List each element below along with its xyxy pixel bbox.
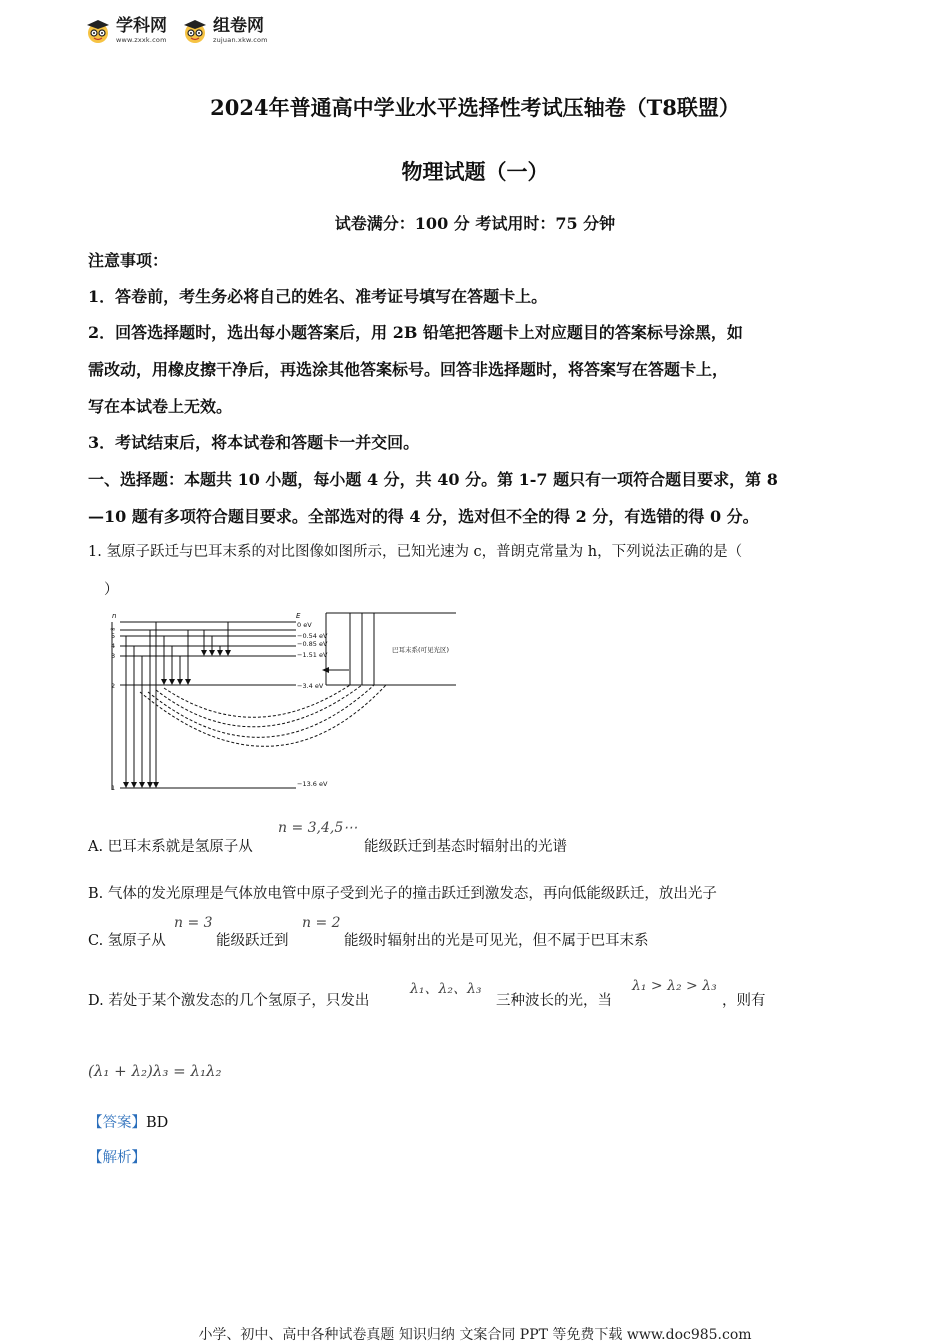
option-d-formula3: (λ₁ + λ₂)λ₃ = λ₁λ₂: [88, 1062, 222, 1080]
logo1-url: www.zxxk.com: [116, 36, 167, 45]
option-c-prefix: C. 氢原子从: [88, 933, 166, 949]
level-n-label: 2: [111, 682, 116, 690]
logo2-name: 组卷网: [213, 16, 264, 37]
notice-item: 写在本试卷上无效。: [88, 397, 233, 416]
option-c-formula2: n = 2: [302, 915, 341, 931]
page-footer: 小学、初中、高中各种试卷真题 知识归纳 文案合同 PPT 等免费下载 www.doc985.com: [198, 1327, 752, 1343]
answer-label: 【答案】: [88, 1115, 146, 1131]
level-energy-label: −3.4 eV: [297, 682, 324, 690]
option-d-formula2: λ₁ > λ₂ > λ₃: [632, 978, 717, 994]
answer-line: [88, 1111, 168, 1132]
notice-item: 3．考试结束后，将本试卷和答题卡一并交回。: [88, 433, 420, 452]
level-energy-label: −1.51 eV: [297, 651, 328, 659]
notice-heading: 注意事项：: [88, 251, 169, 270]
option-d-formula1: λ₁、λ₂、λ₃: [410, 981, 482, 997]
level-energy-label: −0.54 eV: [297, 632, 328, 640]
xuekewang-logo[interactable]: [84, 17, 167, 45]
energy-level-diagram: [104, 608, 466, 796]
logo2-url: zujuan.xkw.com: [213, 36, 268, 45]
level-energy-label: 0 eV: [297, 621, 312, 629]
mascot-icon: [84, 17, 112, 45]
level-energy-label: −13.6 eV: [297, 780, 328, 788]
option-d-mid: 三种波长的光，当: [496, 993, 612, 1009]
notice-item: 需改动，用橡皮擦干净后，再选涂其他答案标号。回答非选择题时，将答案写在答题卡上，: [88, 360, 729, 379]
option-c-mid: 能级跃迁到: [216, 933, 289, 949]
exam-title: 2024年普通高中学业水平选择性考试压轴卷（T8联盟）: [210, 95, 740, 120]
question-stem-end: ）: [104, 582, 119, 598]
level-n-label: ∞: [110, 625, 116, 633]
axis-n-label: n: [112, 612, 117, 620]
exam-meta: 试卷满分：100 分 考试用时：75 分钟: [334, 214, 616, 233]
option-b: B. 气体的发光原理是气体放电管中原子受到光子的撞击跃迁到激发态，再向低能级跃迁，放出光子: [88, 886, 717, 902]
axis-e-label: E: [296, 612, 301, 620]
logo1-name: 学科网: [116, 16, 167, 37]
notice-item: 2．回答选择题时，选出每小题答案后，用 2B 铅笔把答题卡上对应题目的答案标号涂黑，如: [88, 323, 743, 342]
option-a-prefix: A. 巴耳末系就是氢原子从: [88, 839, 253, 855]
notice-item: 1．答卷前，考生务必将自己的姓名、准考证号填写在答题卡上。: [88, 287, 548, 306]
analysis-line: [88, 1146, 146, 1167]
question-stem: 1. 氢原子跃迁与巴耳末系的对比图像如图所示，已知光速为 c，普朗克常量为 h，下列说法正确的是（: [88, 544, 743, 560]
option-c-suffix: 能级时辐射出的光是可见光，但不属于巴耳末系: [344, 933, 649, 949]
option-d-prefix: D. 若处于某个激发态的几个氢原子，只发出: [88, 993, 370, 1009]
balmer-series-label: 巴耳末系(可见光区): [392, 646, 450, 654]
level-energy-label: −0.85 eV: [297, 640, 328, 648]
analysis-label: 【解析】: [88, 1150, 146, 1166]
mascot-icon: [181, 17, 209, 45]
option-c-formula1: n = 3: [174, 915, 213, 931]
level-n-label: 3: [111, 652, 116, 660]
option-a-suffix: 能级跃迁到基态时辐射出的光谱: [364, 839, 567, 855]
logo-bar: [84, 14, 268, 48]
level-n-label: 5: [111, 632, 116, 640]
option-d-suffix: ，则有: [722, 993, 766, 1009]
level-n-label: 4: [111, 642, 116, 650]
answer-value: BD: [146, 1115, 169, 1131]
subject-title: 物理试题（一）: [401, 159, 549, 184]
level-n-label: 1: [111, 784, 116, 792]
section-heading-line1: 一、选择题：本题共 10 小题，每小题 4 分，共 40 分。第 1-7 题只有一项符合题目要求，第 8: [88, 470, 778, 489]
option-a-formula: n = 3,4,5⋯: [278, 820, 358, 836]
zujuanwang-logo[interactable]: [181, 17, 268, 45]
section-heading-line2: —10 题有多项符合题目要求。全部选对的得 4 分，选对但不全的得 2 分，有选错的得 0 分。: [88, 507, 759, 526]
